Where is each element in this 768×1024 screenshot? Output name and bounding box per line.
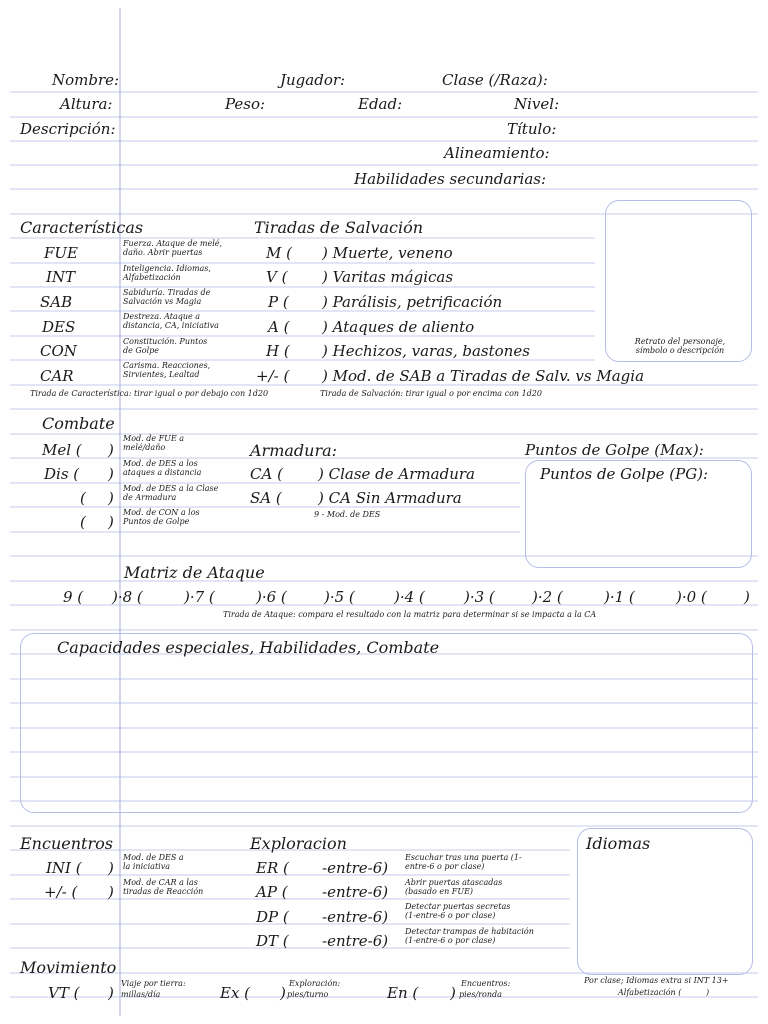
save-code: A ( [268,318,290,336]
stat-description: Destreza. Ataque a distancia, CA, iniciativa [123,312,219,331]
exploration-description: Detectar trampas de habitación (1-entre-6 o por clase) [405,927,534,946]
combat-close: ) [108,465,114,483]
matrix-cell: 9 ( [63,588,84,606]
stat-abbr: CON [40,342,77,360]
matrix-cell: )·1 ( [604,588,635,606]
section-title-capacidades: Capacidades especiales, Habilidades, Combate [57,638,440,657]
save-description: ) Hechizos, varas, bastones [322,342,530,360]
save-description: ) Mod. de SAB a Tiradas de Salv. vs Magia [322,367,645,385]
vt-unit: millas/día [121,990,161,999]
sa-code: SA ( [250,489,282,507]
exploration-description: Detectar puertas secretas (1-entre-6 o por clase) [405,902,511,921]
save-description: ) Muerte, veneno [322,244,453,262]
combat-close: ) [108,513,114,531]
exploration-code: ER ( [256,859,289,877]
combat-close: ) [108,441,114,459]
combat-label: ( [80,489,86,507]
stat-description: Carisma. Reacciones, Sirvientes, Lealtad [123,361,211,380]
en-code: En ( [387,984,419,1002]
sa-note: 9 - Mod. de DES [314,510,381,519]
save-code: M ( [266,244,292,262]
stat-description: Inteligencia. Idiomas, Alfabetización [123,264,211,283]
vt-label: Viaje por tierra: [121,979,186,988]
saving-throw-note: Tirada de Salvación: tirar igual o por encima con 1d20 [320,389,542,398]
portrait-caption: Retrato del personaje, símbolo o descripción [634,337,726,356]
combat-description: Mod. de DES a la Clase de Armadura [123,484,219,503]
combat-close: ) [108,489,114,507]
abilities-box[interactable] [20,633,753,813]
save-description: ) Parálisis, petrificación [322,293,503,311]
section-title-exploracion: Exploracion [250,834,347,853]
exploration-description: Escuchar tras una puerta (1-entre-6 o por clase) [405,853,522,872]
ca-description: ) Clase de Armadura [318,465,475,483]
exploration-value: -entre-6) [322,908,389,926]
literacy-close: ) [706,988,710,997]
reaction-close: ) [108,883,114,901]
ini-close: ) [108,859,114,877]
ex-unit: pies/turno [287,990,329,999]
sa-description: ) CA Sin Armadura [318,489,462,507]
save-code: +/- ( [256,367,290,385]
exploration-value: -entre-6) [322,932,389,950]
attack-roll-note: Tirada de Ataque: compara el resultado con la matriz para determinar si se impacta a la CA [223,610,597,619]
combat-description: Mod. de DES a los ataques a distancia [123,459,202,478]
exploration-code: AP ( [256,883,288,901]
label-armadura: Armadura: [250,441,338,460]
matrix-cell: )·5 ( [324,588,355,606]
label-pg: Puntos de Golpe (PG): [540,465,709,483]
combat-description: Mod. de CON a los Puntos de Golpe [123,508,200,527]
matrix-cell: ) [744,588,750,606]
stat-description: Constitución. Puntos de Golpe [123,337,208,356]
combat-description: Mod. de FUE a melé/daño [123,434,185,453]
section-title-encuentros: Encuentros [20,834,113,853]
section-title-caracteristicas: Características [20,218,144,237]
label-titulo: Título: [507,120,557,138]
exploration-value: -entre-6) [322,859,389,877]
section-title-movimiento: Movimiento [20,958,117,977]
section-title-combate: Combate [42,414,115,433]
matrix-cell: )·8 ( [112,588,143,606]
matrix-cell: )·3 ( [464,588,495,606]
ex-code: Ex ( [220,984,251,1002]
ca-code: CA ( [250,465,283,483]
stat-abbr: SAB [40,293,73,311]
stat-abbr: DES [42,318,76,336]
label-clase: Clase (/Raza): [442,71,548,89]
exploration-description: Abrir puertas atascadas (basado en FUE) [405,878,503,897]
stat-description: Sabiduría. Tiradas de Salvación vs Magia [123,288,211,307]
characteristic-roll-note: Tirada de Característica: tirar igual o por debajo con 1d20 [30,389,269,398]
save-code: P ( [268,293,289,311]
en-unit: pies/ronda [459,990,502,999]
exploration-code: DP ( [256,908,289,926]
reaction-code: +/- ( [44,883,78,901]
save-description: ) Varitas mágicas [322,268,454,286]
stat-description: Fuerza. Ataque de melé, daño. Abrir puertas [123,239,223,258]
matrix-cell: )·6 ( [256,588,287,606]
languages-note: Por clase; Idiomas extra si INT 13+ [584,976,729,985]
matrix-cell: )·7 ( [184,588,215,606]
matrix-cell: )·2 ( [532,588,563,606]
label-altura: Altura: [60,95,113,113]
stat-abbr: FUE [44,244,78,262]
exploration-value: -entre-6) [322,883,389,901]
section-title-matriz: Matriz de Ataque [124,563,265,582]
vt-code: VT ( [48,984,80,1002]
combat-label: ( [80,513,86,531]
section-title-salvacion: Tiradas de Salvación [254,218,424,237]
label-descripcion: Descripción: [20,120,116,138]
ex-label: Exploración: [289,979,341,988]
save-description: ) Ataques de aliento [322,318,475,336]
label-habilidades-secundarias: Habilidades secundarias: [354,170,547,188]
combat-label: Dis ( [44,465,80,483]
stat-abbr: CAR [40,367,74,385]
label-pg-max: Puntos de Golpe (Max): [525,441,704,459]
reaction-description: Mod. de CAR a las tiradas de Reacción [123,878,204,897]
ex-close: ) [280,984,286,1002]
label-nombre: Nombre: [52,71,120,89]
stat-abbr: INT [46,268,76,286]
literacy-label: Alfabetización ( [618,988,682,997]
en-label: Encuentros: [461,979,511,988]
ini-description: Mod. de DES a la iniciativa [123,853,184,872]
label-edad: Edad: [358,95,403,113]
save-code: V ( [266,268,288,286]
label-alineamiento: Alineamiento: [444,144,550,162]
label-nivel: Nivel: [514,95,560,113]
matrix-cell: )·4 ( [394,588,425,606]
ini-code: INI ( [46,859,82,877]
matrix-cell: )·0 ( [676,588,707,606]
combat-label: Mel ( [42,441,82,459]
save-code: H ( [266,342,290,360]
vt-close: ) [108,984,114,1002]
section-title-idiomas: Idiomas [586,834,651,853]
en-close: ) [450,984,456,1002]
exploration-code: DT ( [256,932,289,950]
label-jugador: Jugador: [280,71,346,89]
label-peso: Peso: [225,95,266,113]
